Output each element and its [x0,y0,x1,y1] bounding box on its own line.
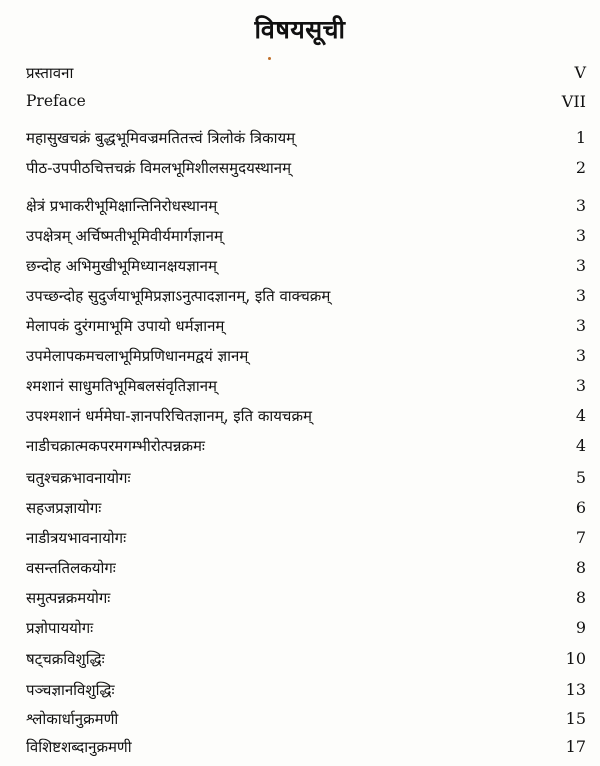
toc-row[interactable] [26,436,586,464]
toc-row[interactable] [26,406,586,434]
toc-entry-page: 2 [575,158,586,177]
toc-entry-page: V [574,63,586,82]
toc-entry-title: पञ्चज्ञानविशुद्धिः [26,681,115,699]
toc-entry-title: महासुखचक्रं बुद्धभूमिवज्रमतितत्त्वं त्रिलोकं त्रिकायम् [26,129,296,147]
toc-entry-page: 3 [575,286,586,305]
toc-row[interactable] [26,63,586,91]
toc-row[interactable] [26,128,586,156]
page-title: विषयसूची [254,15,346,44]
toc-entry-title: मेलापकं दुरंगमाभूमि उपायो धर्मज्ञानम् [26,317,225,335]
toc-entry-page: VII [561,92,586,111]
ink-speck [268,57,271,60]
toc-entry-title: समुत्पन्नक्रमयोगः [26,589,111,607]
toc-entry-title: उपमेलापकमचलाभूमिप्रणिधानमद्वयं ज्ञानम् [26,347,249,365]
toc-row[interactable] [26,286,586,314]
toc-row[interactable] [26,226,586,254]
toc-entry-page: 3 [575,346,586,365]
toc-row[interactable] [26,649,586,677]
toc-entry-title: उपच्छन्दोह सुदुर्जयाभूमिप्रज्ञाऽनुत्पादज्ञानम्, इति वाक्चक्रम् [26,287,331,305]
toc-entry-page: 3 [575,376,586,395]
toc-row[interactable] [26,376,586,404]
toc-entry-title: नाडीचक्रात्मकपरमगम्भीरोत्पन्नक्रमः [26,437,205,455]
toc-entry-page: 8 [575,558,586,577]
toc-entry-page: 15 [565,709,586,728]
toc-entry-page: 13 [565,680,586,699]
toc-entry-title: छन्दोह अभिमुखीभूमिध्यानक्षयज्ञानम् [26,257,217,275]
toc-row[interactable] [26,558,586,586]
toc-entry-page: 10 [565,649,586,668]
toc-entry-title: प्रस्तावना [26,64,74,82]
toc-entry-title: षट्चक्रविशुद्धिः [26,650,105,668]
toc-entry-page: 7 [575,528,586,547]
toc-entry-page: 3 [575,226,586,245]
toc-entry-title: उपश्मशानं धर्ममेघा-ज्ञानपरिचितज्ञानम्, इति कायचक्रम् [26,407,312,425]
toc-entry-page: 6 [575,498,586,517]
toc-row[interactable] [26,92,586,120]
toc-entry-title: चतुश्चक्रभावनायोगः [26,469,131,487]
toc-entry-title: सहजप्रज्ञायोगः [26,499,102,517]
toc-entry-title: पीठ-उपपीठचित्तचक्रं विमलभूमिशीलसमुदयस्थानम् [26,159,292,177]
toc-row[interactable] [26,528,586,556]
toc-entry-page: 4 [575,406,586,425]
toc-entry-title: Preface [26,92,86,110]
toc-entry-page: 3 [575,316,586,335]
toc-row[interactable] [26,709,586,737]
toc-entry-title: वसन्ततिलकयोगः [26,559,116,577]
toc-row[interactable] [26,316,586,344]
toc-entry-title: प्रज्ञोपाययोगः [26,619,94,637]
toc-row[interactable] [26,468,586,496]
toc-row[interactable] [26,158,586,186]
toc-entry-page: 3 [575,256,586,275]
toc-row[interactable] [26,737,586,765]
toc-row[interactable] [26,680,586,708]
toc-row[interactable] [26,196,586,224]
toc-entry-page: 4 [575,436,586,455]
toc-row[interactable] [26,256,586,284]
toc-row[interactable] [26,588,586,616]
toc-entry-page: 5 [575,468,586,487]
toc-entry-page: 9 [575,618,586,637]
toc-entry-title: उपक्षेत्रम् अर्चिष्मतीभूमिवीर्यमार्गज्ञानम् [26,227,223,245]
toc-entry-page: 3 [575,196,586,215]
toc-row[interactable] [26,346,586,374]
toc-entry-page: 8 [575,588,586,607]
toc-entry-title: विशिष्टशब्दानुक्रमणी [26,738,132,756]
toc-row[interactable] [26,498,586,526]
toc-entry-title: श्मशानं साधुमतिभूमिबलसंवृतिज्ञानम् [26,377,218,395]
toc-entry-title: श्लोकार्धानुक्रमणी [26,710,119,728]
toc-entry-title: नाडीत्रयभावनायोगः [26,529,127,547]
toc-entry-title: क्षेत्रं प्रभाकरीभूमिक्षान्तिनिरोधस्थानम् [26,197,218,215]
toc-row[interactable] [26,618,586,646]
toc-entry-page: 1 [575,128,586,147]
toc-entry-page: 17 [565,737,586,756]
